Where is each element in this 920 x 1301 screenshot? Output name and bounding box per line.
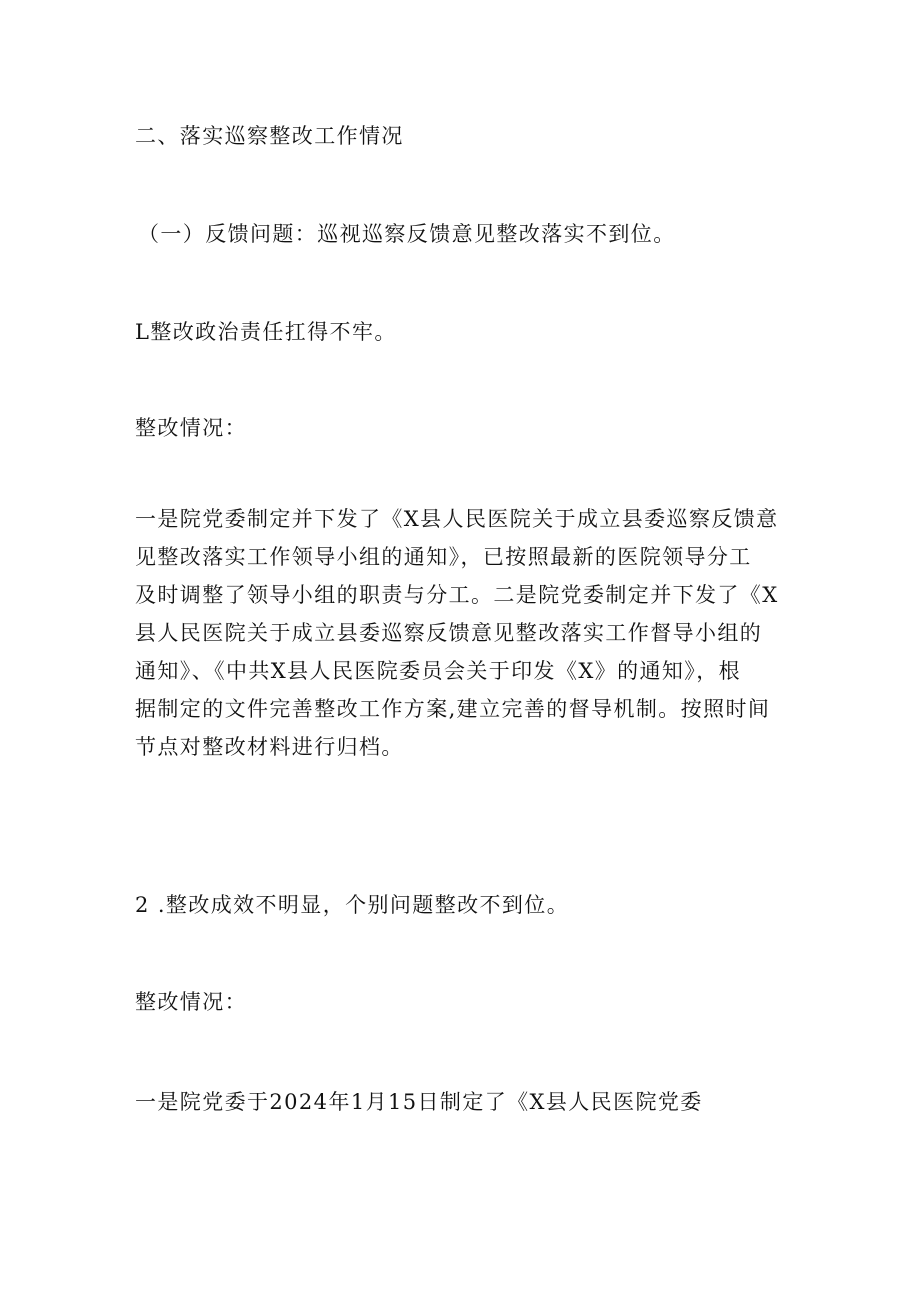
paragraph-line: 见整改落实工作领导小组的通知》，已按照最新的医院领导分工 (135, 545, 752, 569)
item1-title: L整改政治责任扛得不牢。 (135, 320, 397, 344)
item2-body-start: 一是院党委于2024年1月15日制定了《X县人民医院党委 (135, 1090, 703, 1114)
item2-title: 2 .整改成效不明显，个别问题整改不到位。 (135, 893, 570, 917)
section-heading: 二、落实巡察整改工作情况 (135, 124, 404, 148)
paragraph-line: 及时调整了领导小组的职责与分工。二是院党委制定并下发了《X (135, 583, 779, 607)
item1-status-label: 整改情况： (135, 416, 247, 440)
paragraph-line: 县人民医院关于成立县委巡察反馈意见整改落实工作督导小组的 (135, 621, 763, 645)
paragraph-line: 据制定的文件完善整改工作方案,建立完善的督导机制。按照时间 (135, 697, 771, 721)
paragraph-line: 一是院党委制定并下发了《X县人民医院关于成立县委巡察反馈意 (135, 507, 779, 531)
sub-heading: （一）反馈问题：巡视巡察反馈意见整改落实不到位。 (138, 222, 676, 246)
paragraph-line: 通知》、《中共X县人民医院委员会关于印发《X》的通知》，根 (135, 659, 741, 683)
item1-body-paragraph (135, 500, 795, 766)
paragraph-line: 节点对整改材料进行归档。 (135, 735, 404, 759)
item2-status-label: 整改情况： (135, 990, 247, 1014)
